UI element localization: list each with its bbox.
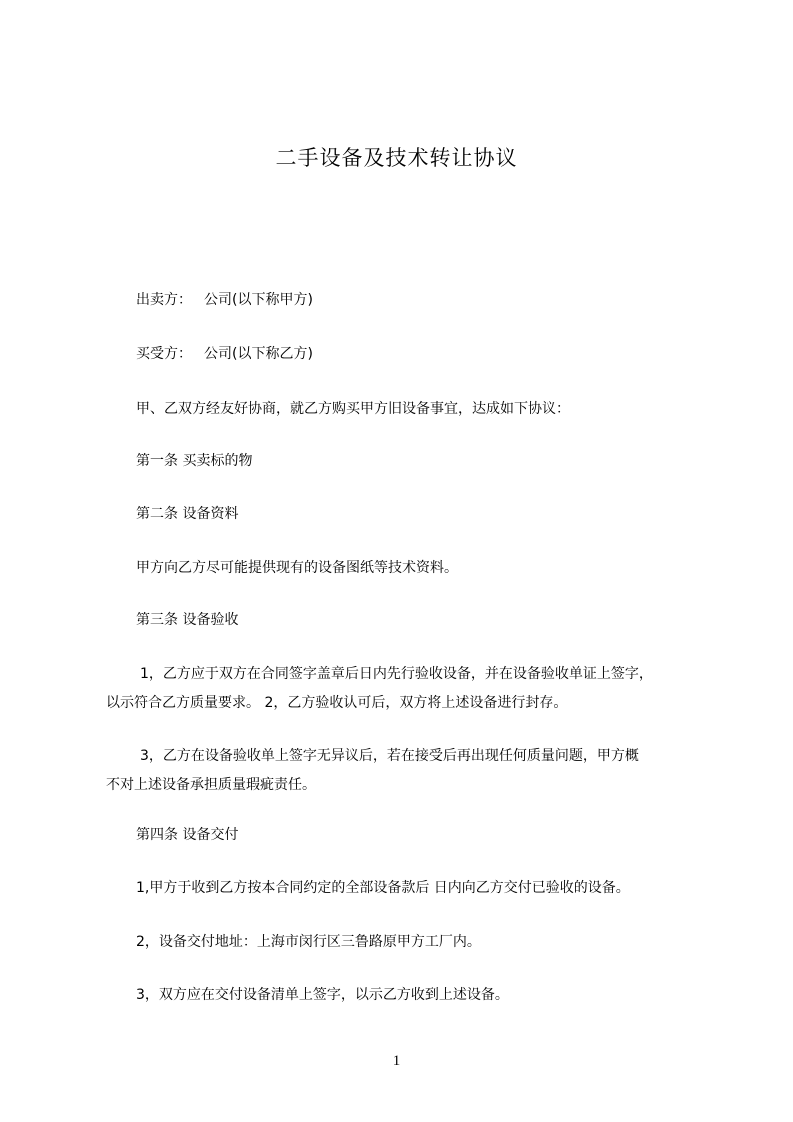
article-1-number: 第一条 <box>136 453 178 469</box>
article-4-item-2: 2，设备交付地址：上海市闵行区三鲁路原甲方工厂内。 <box>136 934 481 950</box>
preamble: 甲、乙双方经友好协商，就乙方购买甲方旧设备事宜，达成如下协议： <box>136 401 570 417</box>
article-4-number: 第四条 <box>136 827 178 843</box>
article-3-heading <box>136 605 238 635</box>
article-1-title: 买卖标的物 <box>182 453 253 469</box>
article-2-title: 设备资料 <box>182 506 239 522</box>
article-4-item-3: 3，双方应在交付设备清单上签字，以示乙方收到上述设备。 <box>136 987 509 1003</box>
seller-value: 公司(以下称甲方) <box>204 292 313 308</box>
article-3-p1-line1: 1，乙方应于双方在合同签字盖章后日内先行验收设备，并在设备验收单证上签字， <box>140 666 653 682</box>
article-3-p2-line2: 不对上述设备承担质量瑕疵责任。 <box>106 777 316 793</box>
article-2-number: 第二条 <box>136 506 178 522</box>
article-2-body: 甲方向乙方尽可能提供现有的设备图纸等技术资料。 <box>136 560 458 576</box>
buyer-label: 买受方： <box>136 346 192 362</box>
article-3-p2-line1: 3，乙方在设备验收单上签字无异议后，若在接受后再出现任何质量问题，甲方概 <box>140 748 639 764</box>
article-1-heading <box>136 446 252 476</box>
article-2-heading <box>136 499 238 529</box>
buyer-value: 公司(以下称乙方) <box>204 346 313 362</box>
seller-line <box>136 285 313 315</box>
article-4-heading <box>136 820 238 850</box>
article-3-number: 第三条 <box>136 612 178 628</box>
article-3-title: 设备验收 <box>182 612 239 628</box>
article-3-p1-line2: 以示符合乙方质量要求。 2，乙方验收认可后，双方将上述设备进行封存。 <box>106 695 568 711</box>
buyer-line <box>136 339 313 369</box>
document-title: 二手设备及技术转让协议 <box>275 146 518 170</box>
article-4-title: 设备交付 <box>182 827 239 843</box>
page-number: 1 <box>392 1053 401 1069</box>
article-4-item-1: 1,甲方于收到乙方按本合同约定的全部设备款后 日内向乙方交付已验收的设备。 <box>136 880 630 896</box>
seller-label: 出卖方： <box>136 292 192 308</box>
